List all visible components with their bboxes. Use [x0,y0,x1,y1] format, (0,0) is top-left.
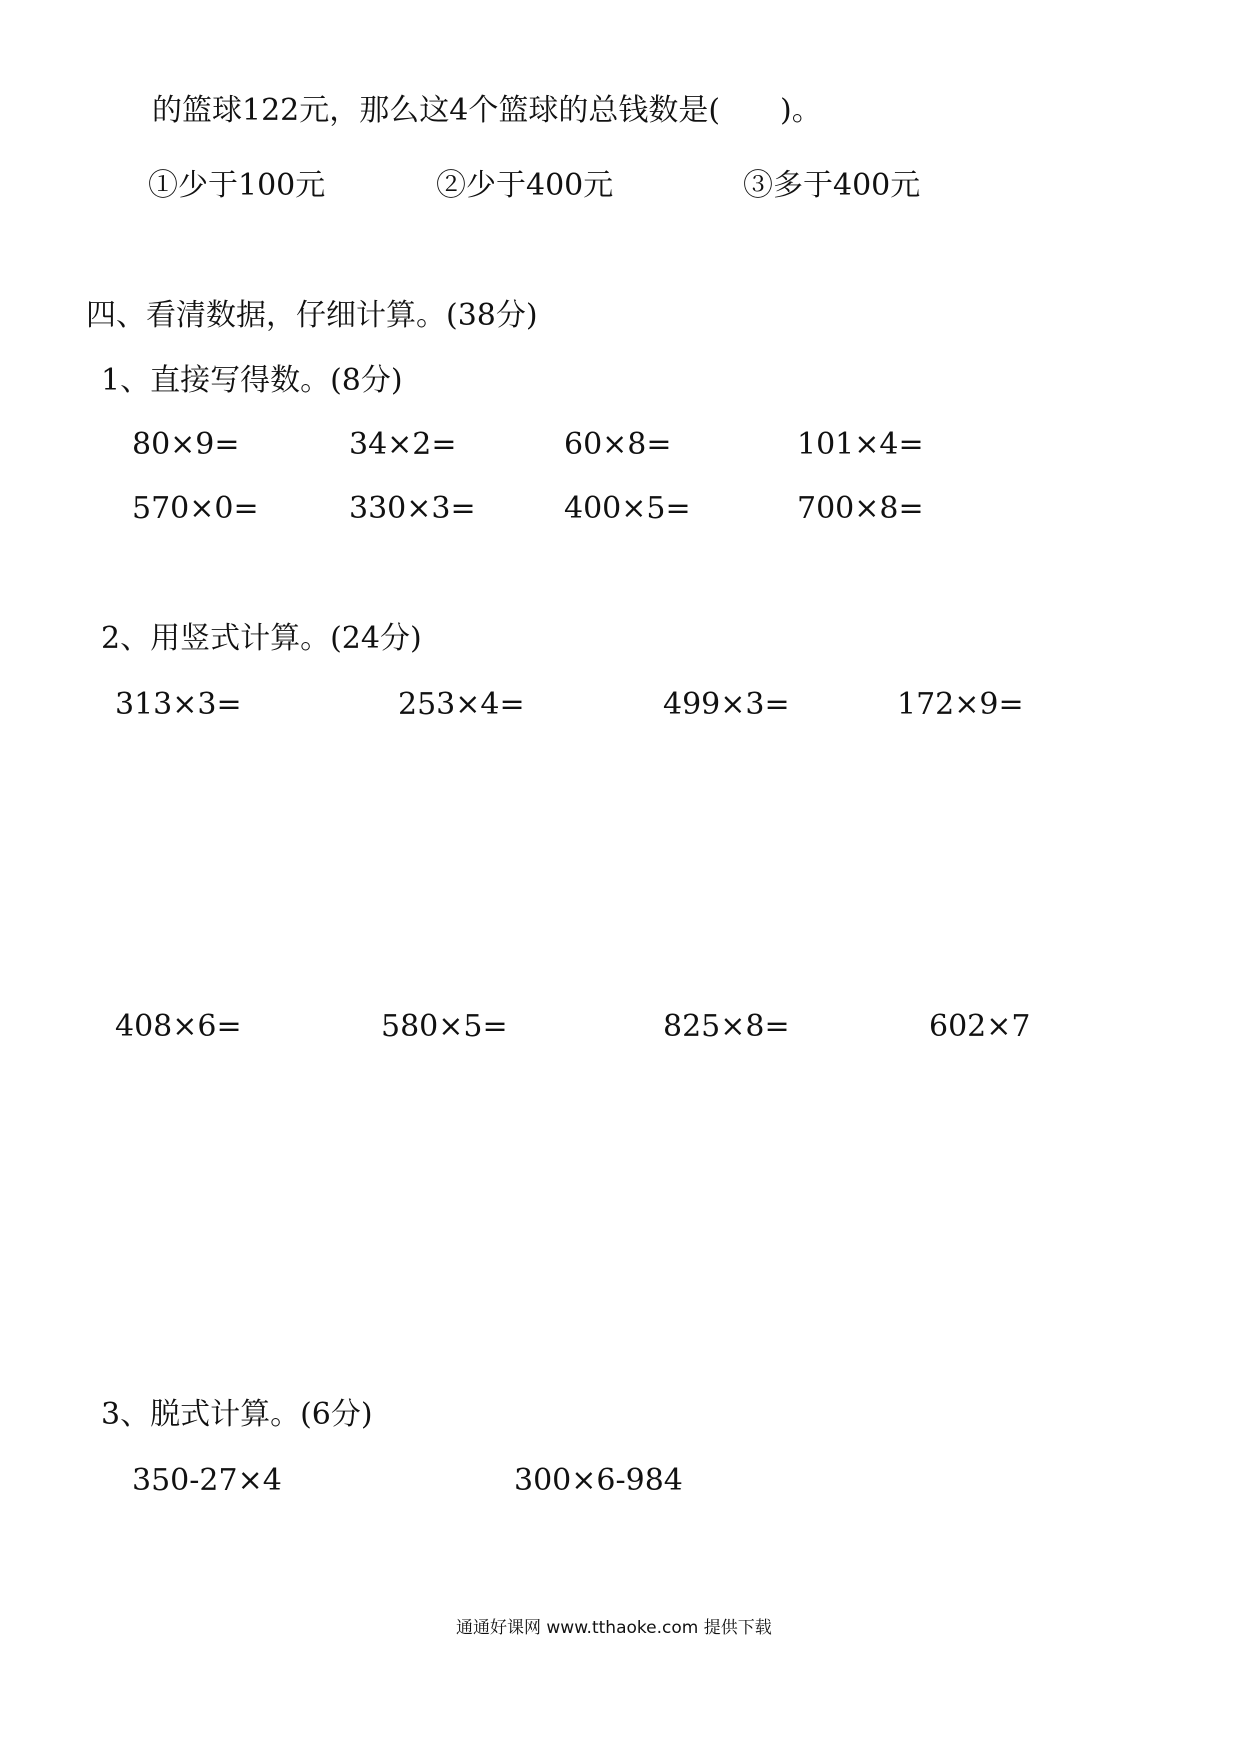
option-2: ②少于400元 [436,168,614,203]
oral-calc-item: 570×0= [132,491,259,526]
oral-calc-item: 101×4= [797,427,924,462]
oral-calc-item: 80×9= [132,427,240,462]
vertical-calc-item: 499×3= [663,687,790,722]
vertical-calc-item: 580×5= [381,1009,508,1044]
question-tail-text: 的篮球122元，那么这4个篮球的总钱数是( )。 [152,93,822,128]
step-calc-item: 350-27×4 [132,1463,282,1498]
part-3-title: 3、脱式计算。(6分) [101,1397,373,1432]
vertical-calc-item: 602×7 [929,1009,1031,1044]
oral-calc-item: 400×5= [564,491,691,526]
vertical-calc-item: 408×6= [115,1009,242,1044]
vertical-calc-item: 253×4= [398,687,525,722]
oral-calc-item: 34×2= [349,427,457,462]
oral-calc-item: 60×8= [564,427,672,462]
option-3: ③多于400元 [743,168,921,203]
option-1: ①少于100元 [148,168,326,203]
oral-calc-item: 330×3= [349,491,476,526]
part-2-title: 2、用竖式计算。(24分) [101,621,422,656]
vertical-calc-item: 825×8= [663,1009,790,1044]
oral-calc-item: 700×8= [797,491,924,526]
step-calc-item: 300×6-984 [514,1463,683,1498]
vertical-calc-item: 172×9= [897,687,1024,722]
page-footer: 通通好课网 www.tthaoke.com 提供下载 [456,1618,772,1638]
vertical-calc-item: 313×3= [115,687,242,722]
section-4-title: 四、看清数据，仔细计算。(38分) [86,298,538,333]
part-1-title: 1、直接写得数。(8分) [101,363,403,398]
